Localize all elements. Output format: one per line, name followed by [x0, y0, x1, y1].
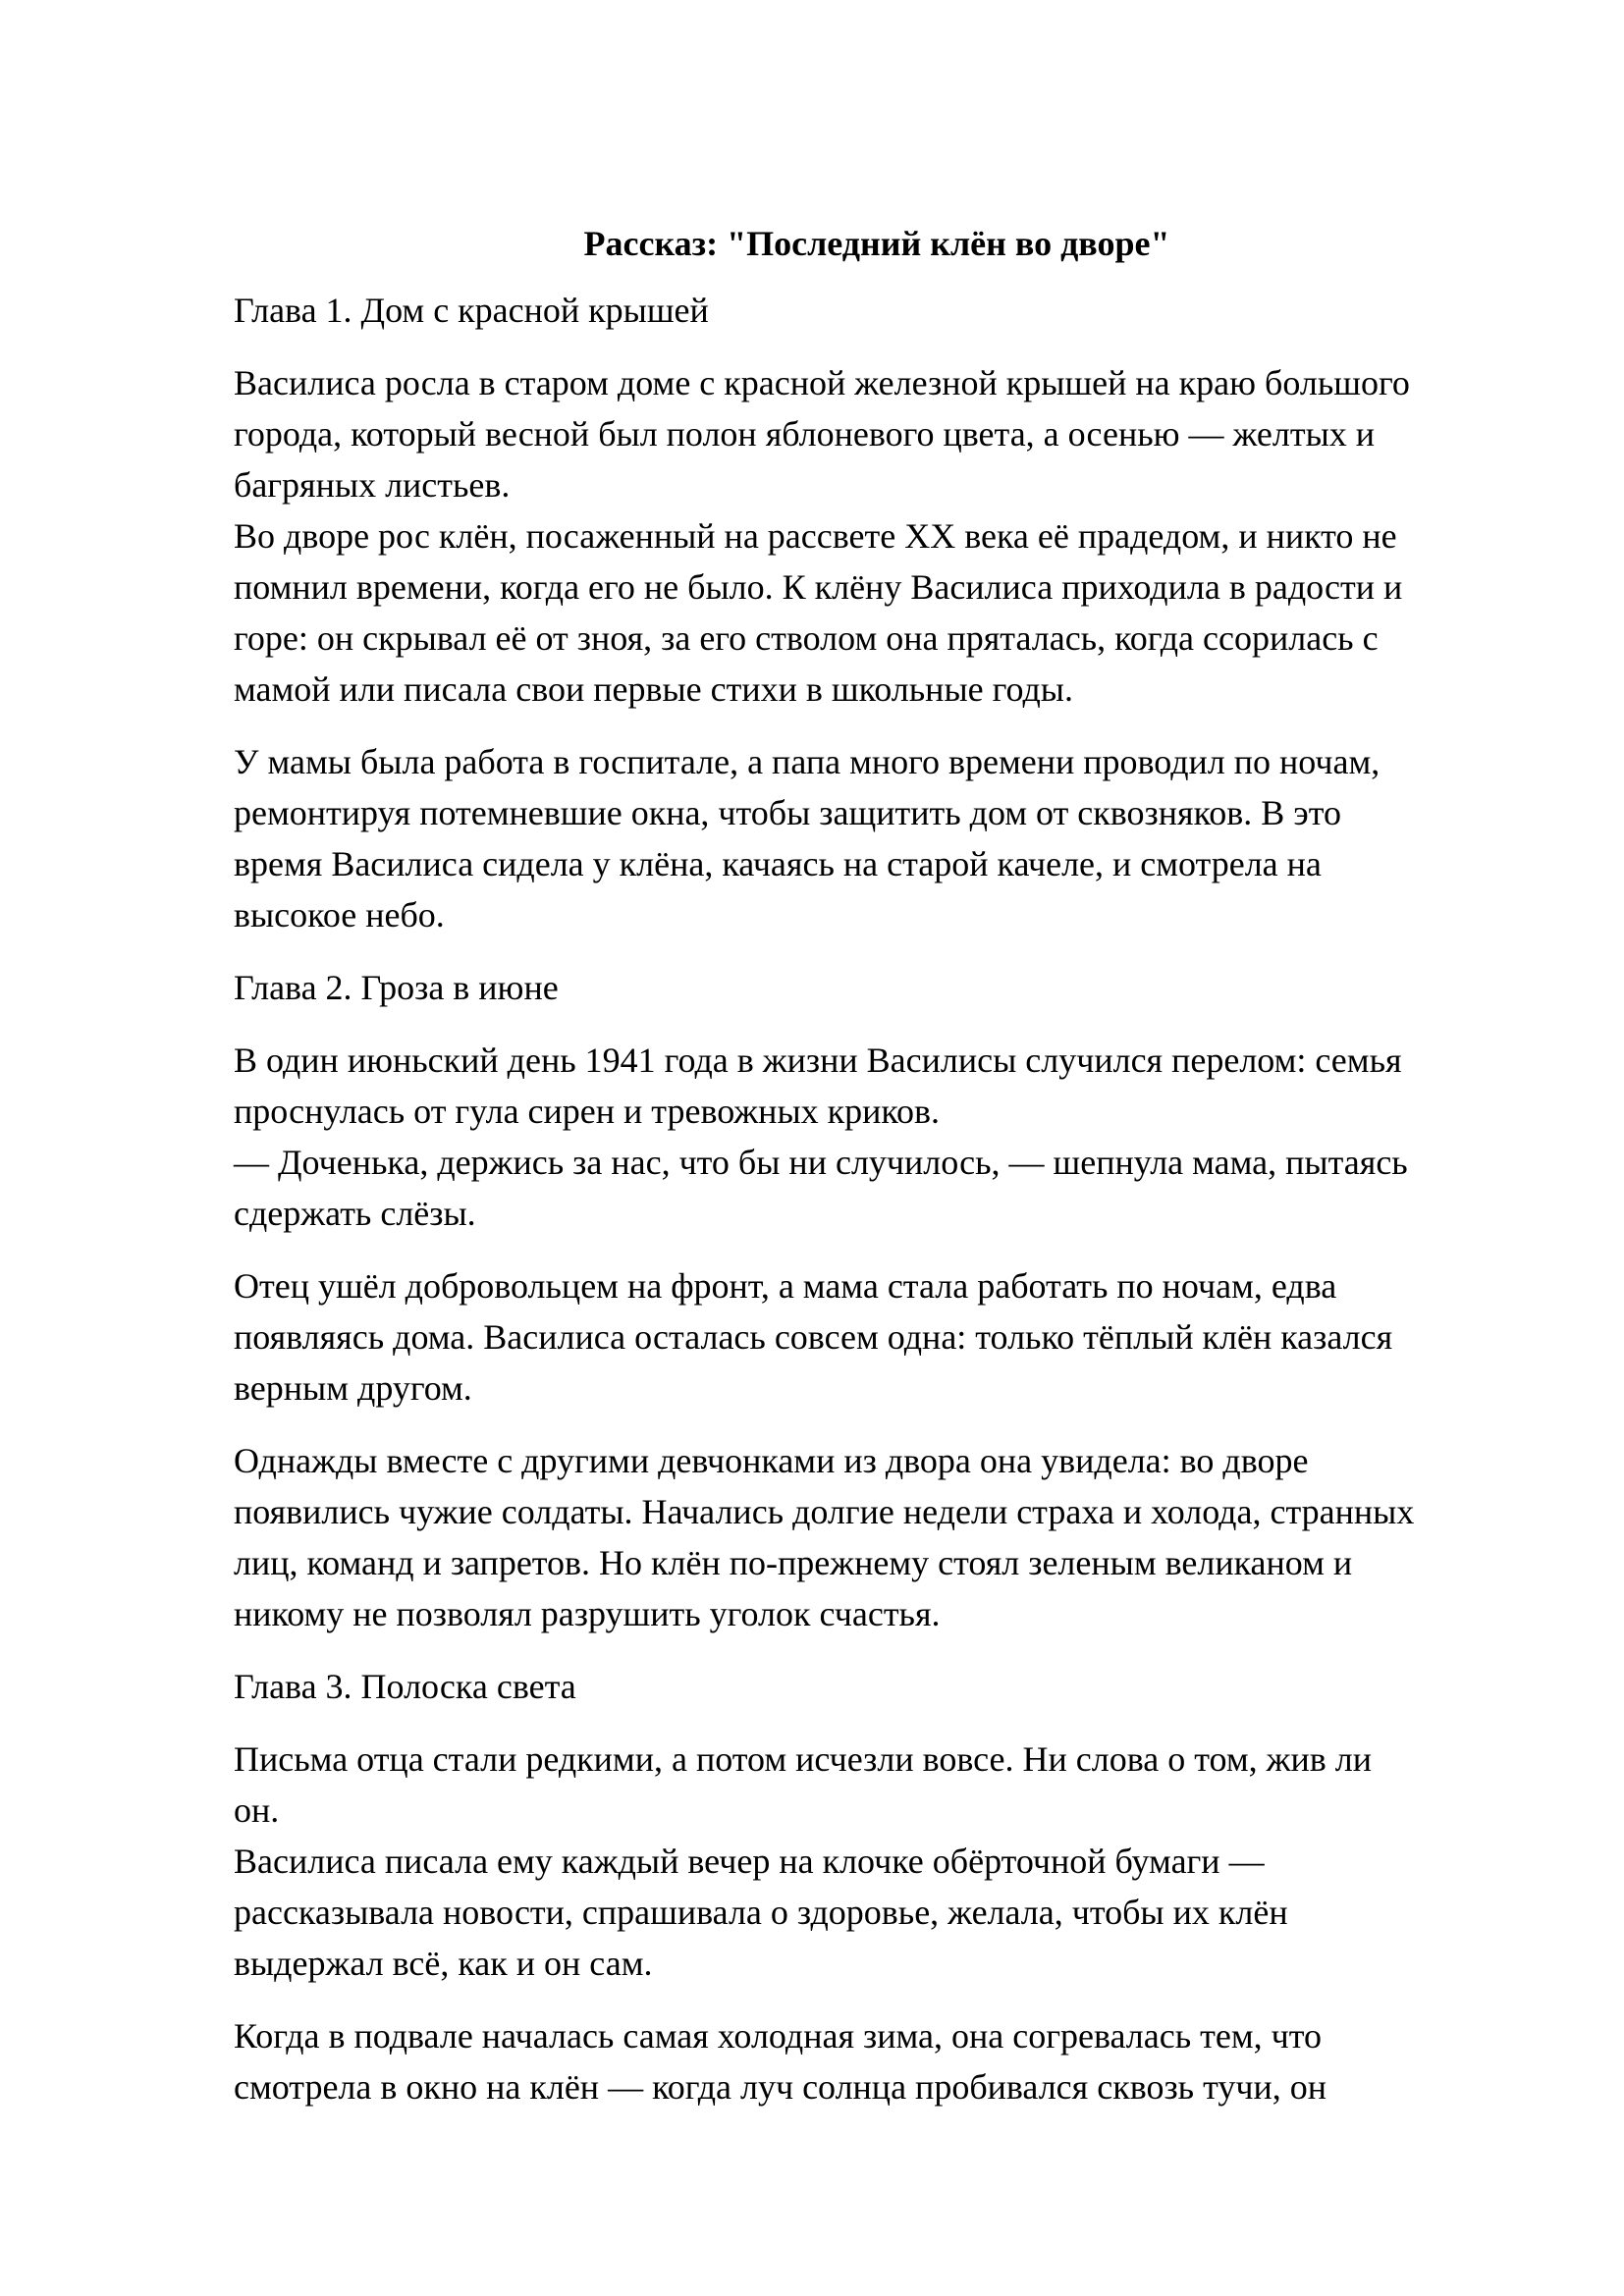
chapter-1-heading: Глава 1. Дом с красной крышей: [234, 291, 709, 330]
text-line: Отец ушёл добровольцем на фронт, а мама стала работать по ночам, едва: [234, 1266, 1337, 1306]
text-line: появляясь дома. Василиса осталась совсем одна: только тёплый клён казался: [234, 1317, 1393, 1357]
text-line: Василиса писала ему каждый вечер на клочке обёрточной бумаги —: [234, 1842, 1265, 1881]
text-line: багряных листьев.: [234, 465, 511, 505]
text-line: он.: [234, 1790, 280, 1830]
chapter-3-paragraph-2: [234, 2010, 1520, 2112]
text-line: Письма отца стали редкими, а потом исчезли вовсе. Ни слова о том, жив ли: [234, 1739, 1372, 1779]
text-line: никому не позволял разрушить уголок счастья.: [234, 1594, 941, 1633]
text-line: Василиса росла в старом доме с красной железной крышей на краю большого: [234, 363, 1410, 402]
text-line: помнил времени, когда его не было. К клёну Василиса приходила в радости и: [234, 567, 1403, 607]
chapter-2-paragraph-2: [234, 1260, 1520, 1414]
text-line: мамой или писала свои первые стихи в школьные годы.: [234, 669, 1073, 709]
text-line: Когда в подвале началась самая холодная зима, она согревалась тем, что: [234, 2016, 1322, 2056]
chapter-2-heading: Глава 2. Гроза в июне: [234, 968, 559, 1007]
text-line: появились чужие солдаты. Начались долгие недели страха и холода, странных: [234, 1492, 1415, 1531]
document-body: [234, 218, 1520, 2134]
text-line: — Доченька, держись за нас, что бы ни случилось, — шепнула мама, пытаясь: [234, 1143, 1408, 1182]
text-line: высокое небо.: [234, 895, 445, 934]
text-line: Однажды вместе с другими девчонками из двора она увидела: во дворе: [234, 1441, 1309, 1480]
text-line: города, который весной был полон яблоневого цвета, а осенью — желтых и: [234, 414, 1376, 454]
text-line: Во дворе рос клён, посаженный на рассвете XX века её прадедом, и никто не: [234, 516, 1397, 556]
text-line: смотрела в окно на клён — когда луч солнца пробивался сквозь тучи, он: [234, 2067, 1326, 2107]
text-line: выдержал всё, как и он сам.: [234, 1944, 653, 1983]
text-line: верным другом.: [234, 1368, 472, 1408]
chapter-2-paragraph-1: [234, 1035, 1520, 1239]
text-line: сдержать слёзы.: [234, 1194, 476, 1233]
chapter-3-heading: Глава 3. Полоска света: [234, 1667, 576, 1706]
text-line: рассказывала новости, спрашивала о здоровье, желала, чтобы их клён: [234, 1893, 1288, 1932]
chapter-1-paragraph-1: [234, 357, 1520, 715]
text-line: проснулась от гула сирен и тревожных криков.: [234, 1092, 941, 1131]
text-line: горе: он скрывал её от зноя, за его стволом она пряталась, когда ссорилась с: [234, 618, 1379, 658]
chapter-2-paragraph-3: [234, 1435, 1520, 1639]
chapter-1-paragraph-2: [234, 736, 1520, 940]
text-line: лиц, команд и запретов. Но клён по-прежнему стоял зеленым великаном и: [234, 1543, 1353, 1582]
text-line: время Василиса сидела у клёна, качаясь на старой качеле, и смотрела на: [234, 844, 1322, 883]
text-line: ремонтируя потемневшие окна, чтобы защитить дом от сквозняков. В это: [234, 793, 1341, 832]
text-line: У мамы была работа в госпитале, а папа много времени проводил по ночам,: [234, 742, 1380, 781]
story-title: Рассказ: "Последний клён во дворе": [583, 224, 1170, 263]
chapter-3-paragraph-1: [234, 1734, 1520, 1989]
text-line: В один июньский день 1941 года в жизни Василисы случился перелом: семья: [234, 1041, 1402, 1080]
